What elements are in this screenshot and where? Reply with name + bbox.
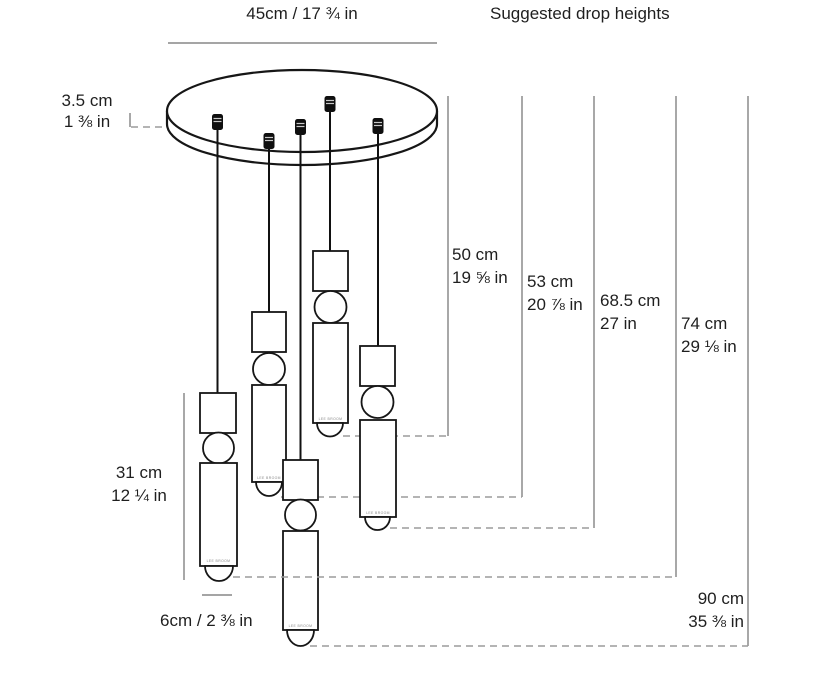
drop-height-3-label <box>600 289 660 335</box>
connector-5 <box>373 118 384 134</box>
pendant-brand-label: LEE BROOM <box>257 476 281 480</box>
drop-height-4-in: 29 ⅛ in <box>681 337 737 356</box>
pendant-sphere <box>315 291 347 323</box>
pendant-upper-cylinder <box>360 346 395 386</box>
pendant-upper-cylinder <box>283 460 318 500</box>
pendant-sphere <box>253 353 285 385</box>
connector-2 <box>264 133 275 149</box>
drop-height-2-in: 20 ⅞ in <box>527 295 583 314</box>
pendant-lower-cylinder <box>252 385 286 482</box>
pendant-sphere <box>203 433 234 464</box>
pendant-sphere <box>285 500 316 531</box>
drop-height-5-in: 35 ⅜ in <box>688 612 744 631</box>
drop-height-4-cm: 74 cm <box>681 314 728 333</box>
pendant-1 <box>200 393 237 581</box>
connector-1 <box>212 114 223 130</box>
pendant-lower-cylinder <box>200 463 237 566</box>
pendant-height-in: 12 ¼ in <box>111 486 167 505</box>
drop-height-3-cm: 68.5 cm <box>600 291 661 310</box>
drop-height-1-in: 19 ⅝ in <box>452 268 508 287</box>
drop-height-3-in: 27 in <box>600 314 637 333</box>
pendant-upper-cylinder <box>200 393 236 433</box>
connector-3 <box>295 119 306 135</box>
pendant-lower-cylinder <box>360 420 396 517</box>
pendant-bottom-dome <box>205 566 233 581</box>
pendant-bottom-dome <box>287 630 314 646</box>
pendant-bottom-dome <box>256 482 282 496</box>
connector-4 <box>325 96 336 112</box>
pendant-5 <box>360 346 396 530</box>
pendant-3 <box>283 460 318 646</box>
pendant-4 <box>313 251 348 437</box>
drop-height-5-label <box>620 587 744 633</box>
pendant-brand-label: LEE BROOM <box>318 417 343 421</box>
drop-height-2-label <box>527 270 583 316</box>
pendant-height-cm: 31 cm <box>115 463 163 482</box>
pendant-lower-cylinder <box>283 531 318 630</box>
canopy-height-in: 1 ⅜ in <box>63 112 111 131</box>
pendant-2 <box>252 312 286 496</box>
pendant-bottom-dome <box>317 423 343 437</box>
pendant-bottom-dome <box>365 517 390 530</box>
pendants <box>200 251 396 646</box>
canopy-width-label: 45cm / 17 ¾ in <box>246 4 358 23</box>
pendant-brand-label: LEE BROOM <box>206 559 231 563</box>
pendant-diameter-label: 6cm / 2 ⅜ in <box>160 611 253 630</box>
pendant-height-label <box>104 461 174 507</box>
pendant-brand-label: LEE BROOM <box>366 511 390 515</box>
canopy <box>167 70 437 165</box>
drop-height-1-cm: 50 cm <box>452 245 499 264</box>
suggested-drop-heights-title: Suggested drop heights <box>490 4 670 23</box>
canopy-top-face <box>167 70 437 152</box>
canopy-height-cm: 3.5 cm <box>61 91 113 110</box>
pendant-brand-label: LEE BROOM <box>288 624 313 628</box>
drop-height-1-label <box>452 243 508 289</box>
drop-height-4-label <box>681 312 737 358</box>
drop-height-5-cm: 90 cm <box>697 589 744 608</box>
pendant-sphere <box>362 386 394 418</box>
canopy-height-label <box>52 90 122 132</box>
pendant-upper-cylinder <box>252 312 286 352</box>
drop-height-2-cm: 53 cm <box>527 272 574 291</box>
pendant-upper-cylinder <box>313 251 348 291</box>
pendant-lower-cylinder <box>313 323 348 423</box>
